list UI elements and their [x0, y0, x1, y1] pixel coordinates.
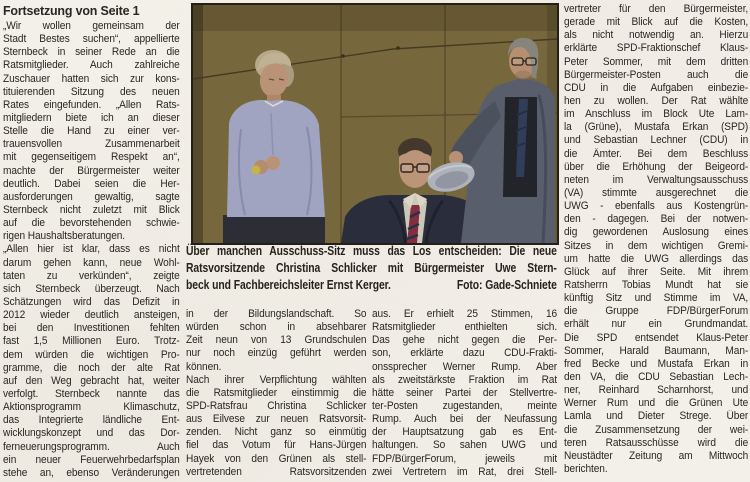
text-line: im Anschluss im Block Ute Lam- — [564, 108, 749, 121]
text-line: auf den Weg gebracht hat, weiter — [3, 374, 180, 387]
text-line: tituierenden Sitzung des neuen — [3, 85, 180, 98]
text-line: deutlich. Dabei seien die Her- — [3, 177, 180, 190]
text-line: Die SPD entsendet Klaus-Peter — [564, 331, 749, 344]
text-line: das Integrierte ländliche Ent- — [3, 414, 180, 427]
text-line: Rates eingefunden. „Allen Rats- — [3, 98, 180, 111]
text-line: Hayek von den Grünen als stell- — [186, 452, 367, 465]
text-column-2 — [186, 308, 366, 479]
text-line: hen zu wollen. Der Rat wählte — [564, 94, 749, 107]
text-line: Rump. Auch bei der Neufassung — [372, 413, 558, 426]
text-line: darum gehen kann, neue Wohl- — [3, 256, 180, 269]
text-line: Sommer, Harald Baumann, Man- — [564, 344, 749, 357]
text-line: ferneuerungsprogramm. Auch — [3, 440, 180, 453]
text-line: gerade mit Blick auf die Kosten, — [564, 16, 749, 29]
text-line: FDP/BürgerForum, jeweils mit — [372, 452, 558, 465]
text-line: die Gruppe FDP/BürgerForum — [564, 305, 749, 318]
text-line: Aktionsprogramm Klimaschutz, — [3, 401, 180, 414]
text-line: Sternbeck in seiner Rede an die — [3, 46, 180, 59]
text-line: Neustädter Zeitung am Mittwoch — [564, 449, 749, 462]
text-line: Ratsmitglieder enthielten sich. — [372, 321, 558, 334]
text-line: stehe an, ebenso Veränderungen — [3, 466, 180, 479]
photo-vignette — [193, 5, 557, 243]
text-line: fiel das Votum für Hans-Jürgen — [186, 439, 367, 452]
text-line: und Sebastian Lechner (CDU) in — [564, 134, 749, 147]
text-line: künftig Sitz und Stimme im VA, — [564, 292, 749, 305]
text-line: vertretenden Ratsvorsitzenden — [186, 465, 367, 478]
photo-caption — [186, 243, 557, 295]
text-column-4 — [564, 3, 748, 476]
text-line: über die Erhöhung der Beigeord- — [564, 160, 749, 173]
text-line: mitgliedern biete ich an dieser — [3, 111, 180, 124]
text-line: neten im Verwaltungsausschuss — [564, 173, 749, 186]
text-line: verfolgt. Sternbeck nannte das — [3, 387, 180, 400]
text-line: „Wir wollen gemeinsam der — [3, 20, 180, 32]
text-line: die Ratsmitglieder einstimmig die — [186, 386, 367, 399]
news-photo — [193, 5, 557, 243]
text-line: Ratsherrn Tobias Mundt hat sie — [564, 278, 749, 291]
text-line: ausforderungen gewaltig, sagte — [3, 190, 180, 203]
text-line: son, erklärte dazu CDU-Frakti- — [372, 347, 558, 360]
text-line: den VA, die CDU Sebastian Lech- — [564, 370, 749, 383]
text-line: der Hauptsatzung gab es Ent- — [372, 426, 558, 439]
text-column-1 — [3, 20, 180, 480]
text-line: Lamla und Dieter Strege. Über — [564, 410, 749, 423]
text-line: rigen Haushaltsberatungen. — [3, 230, 126, 243]
text-line: in der Bildungslandschaft. So — [186, 308, 367, 320]
photo-illustration — [193, 5, 557, 243]
text-line: auf die bevorstehenden schwie- — [3, 217, 180, 230]
text-line: berichten. — [564, 462, 608, 475]
text-line: „Allen hier ist klar, dass es nicht — [3, 243, 180, 256]
text-line: fast 1,5 Millionen Euro. Trotz- — [3, 335, 180, 348]
text-line: teren Ratsausschüsse wird die — [564, 436, 749, 449]
text-line: onssprecher Werner Rump. Aber — [372, 360, 558, 373]
text-line: dig gewordenen Auslosung eines — [564, 226, 749, 239]
text-line: SPD-Ratsfrau Christina Schlicker — [186, 399, 367, 412]
text-line: aus Eilvese zur neuen Ratsvorsit- — [186, 413, 367, 426]
text-line: Peter Sommer, mit dem dritten — [564, 55, 749, 68]
text-column-3 — [372, 308, 557, 479]
text-line: Glück auf ihrer Seite. Mit ihrem — [564, 265, 749, 278]
text-line: Sternbeck nicht zuletzt mit Blick — [3, 203, 180, 216]
text-line: Stelle die Hand zu einer ver- — [3, 125, 180, 138]
text-line: als zweitstärkste Fraktion im Rat — [372, 373, 558, 386]
text-line: taten zu verkünden“, zeigte — [3, 269, 180, 282]
text-line: gramme, die noch der alte Rat — [3, 361, 180, 374]
photo-credit: Foto: Gade-Schniete — [456, 278, 557, 293]
text-line: sich Sternbeck überzeugt. Nach — [3, 282, 180, 295]
text-line: um hatte die UWG allerdings das — [564, 252, 749, 265]
text-line: würden schon in absehbarer — [186, 321, 367, 334]
text-line: (VA) stimmte ausgerechnet die — [564, 186, 749, 199]
caption-line: Ratsvorsitzende Christina Schlicker mit Bürgermeister Uwe Stern- — [186, 261, 557, 276]
text-line: aus. Er erhielt 25 Stimmen, 16 — [372, 308, 558, 320]
text-line: erhält nur ein Grundmandat. — [564, 318, 749, 331]
text-line: die Ämter. Bei dem Beschluss — [564, 147, 749, 160]
caption-text: beck und Fachbereichsleiter Ernst Kerger. — [186, 278, 391, 293]
text-line: Sitzes in dem wichtigen Gremi- — [564, 239, 749, 252]
text-line: 2012 wieder deutlich ansteigen, — [3, 309, 180, 322]
text-line: UWG - ebenfalls aus Kostengrün- — [564, 200, 749, 213]
text-line: ter-Posten zugestanden, meinte — [372, 399, 558, 412]
text-line: la (Grüne), Mustafa Erkan (SPD) — [564, 121, 749, 134]
text-line: erklärte SPD-Fraktionschef Klaus- — [564, 42, 749, 55]
caption-line: Über manchen Ausschuss-Sitz muss das Los entscheiden: Die neue — [186, 244, 557, 258]
text-line: können. — [186, 360, 222, 373]
text-line: zenden. Nicht ganz so einmütig — [186, 426, 367, 439]
text-line: fred Becke und Mustafa Erkan in — [564, 357, 749, 370]
text-line: mit gegenseitigem Respekt an“, — [3, 151, 180, 164]
text-line: zwei Vertretern im Rat, drei Stell- — [372, 465, 558, 478]
text-line: dem würden die wichtigen Pro- — [3, 348, 180, 361]
text-line: hätte seiner Partei der Stellvertre- — [372, 386, 558, 399]
text-line: ner, Reinhard Scharnhorst, und — [564, 384, 749, 397]
text-line: Ratsmitglieder. Auch zahlreiche — [3, 59, 180, 72]
text-line: wicklungskonzept und das Dor- — [3, 427, 180, 440]
text-line: Stadt Bestes suchen“, appellierte — [3, 33, 180, 46]
continuation-headline: Fortsetzung von Seite 1 — [3, 3, 140, 18]
text-line: Werner Rum und die Grünen Ute — [564, 397, 749, 410]
text-line: die Zusammensetzung der wei- — [564, 423, 749, 436]
text-line: als nicht notwendig an. Hierzu — [564, 29, 749, 42]
text-line: machte der Bürgermeister weiter — [3, 164, 180, 177]
text-line: CDU in die Aufgaben einbezie- — [564, 81, 749, 94]
text-line: nur noch einzüg geführt werden — [186, 347, 367, 360]
text-line: Das gehe nicht gegen die Per- — [372, 334, 558, 347]
text-line: Schätzungen wird das Defizit in — [3, 295, 180, 308]
text-line: Zuschauer hatten sich zur kons- — [3, 72, 180, 85]
text-line: bei den Investitionen fehlten — [3, 322, 180, 335]
caption-last-line — [186, 277, 557, 294]
text-line: haltungen. So sahen UWG und — [372, 439, 558, 452]
text-line: Zeit neun von 13 Grundschulen — [186, 334, 367, 347]
text-line: Bürgermeister-Posten auch die — [564, 68, 749, 81]
text-line: den - dagegen. Bei der notwen- — [564, 213, 749, 226]
text-line: ein neuer Feuerwehrbedarfsplan — [3, 453, 180, 466]
text-line: vertreter für den Bürgermeister, — [564, 3, 749, 15]
text-line: trauensvollen Zusammenarbeit — [3, 138, 180, 151]
text-line: Nach ihrer Verpflichtung wählten — [186, 373, 367, 386]
